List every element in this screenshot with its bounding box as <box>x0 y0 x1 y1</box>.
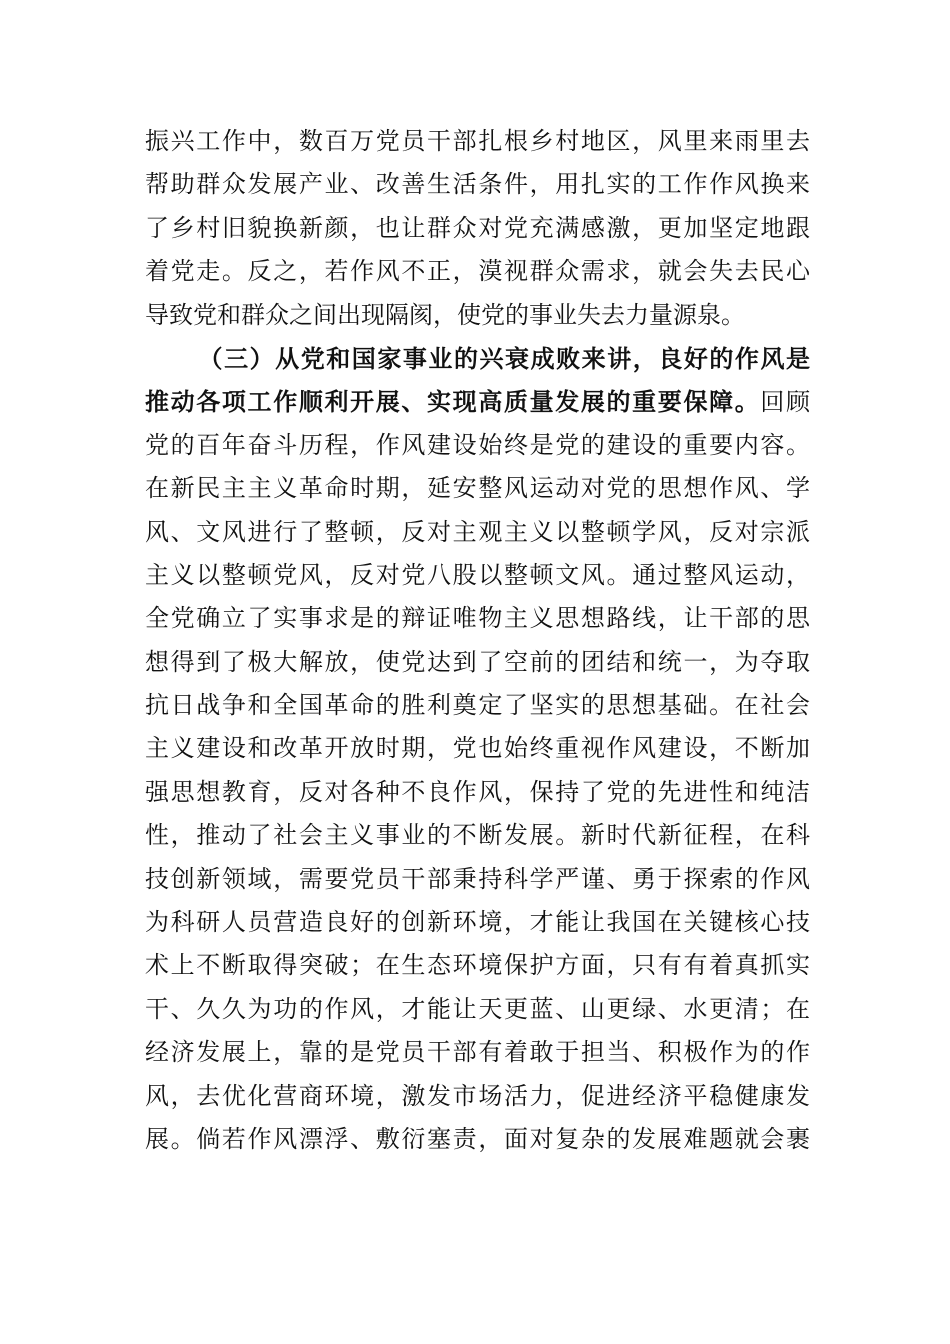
text-line: 主义以整顿党风，反对党八股以整顿文风。通过整风运动， <box>145 560 810 589</box>
text-line: 为科研人员营造良好的创新环境，才能让我国在关键核心技 <box>145 908 810 937</box>
text-line: 振兴工作中，数百万党员干部扎根乡村地区，风里来雨里去 <box>145 127 810 155</box>
body-text <box>145 120 810 1161</box>
text-line: 帮助群众发展产业、改善生活条件，用扎实的工作作风换来 <box>145 170 810 199</box>
text-line: 主义建设和改革开放时期，党也始终重视作风建设，不断加 <box>145 734 810 763</box>
text-line: 党的百年奋斗历程，作风建设始终是党的建设的重要内容。 <box>145 430 810 459</box>
section-heading-text: （三）从党和国家事业的兴衰成败来讲，良好的作风是 <box>197 343 810 373</box>
text-line: 经济发展上，靠的是党员干部有着敢于担当、积极作为的作 <box>145 1038 810 1067</box>
text-segment: 回顾 <box>760 388 810 417</box>
section-heading-line <box>145 337 810 380</box>
text-line: 展。倘若作风漂浮、敷衍塞责，面对复杂的发展难题就会裹 <box>145 1124 810 1153</box>
text-line <box>145 380 810 423</box>
text-line: 全党确立了实事求是的辩证唯物主义思想路线，让干部的思 <box>145 604 810 633</box>
text-line: 性，推动了社会主义事业的不断发展。新时代新征程，在科 <box>145 821 810 850</box>
text-line: 抗日战争和全国革命的胜利奠定了坚实的思想基础。在社会 <box>145 691 810 720</box>
text-line: 技创新领域，需要党员干部秉持科学严谨、勇于探索的作风 <box>145 864 810 893</box>
text-line: 干、久久为功的作风，才能让天更蓝、山更绿、水更清；在 <box>145 994 810 1023</box>
text-line: 导致党和群众之间出现隔阂，使党的事业失去力量源泉。 <box>145 300 745 329</box>
paragraph-2 <box>145 337 810 1161</box>
text-line: 在新民主主义革命时期，延安整风运动对党的思想作风、学 <box>145 474 810 503</box>
text-line: 风、文风进行了整顿，反对主观主义以整顿学风，反对宗派 <box>145 517 810 546</box>
text-line: 术上不断取得突破；在生态环境保护方面，只有有着真抓实 <box>145 951 810 980</box>
paragraph-1 <box>145 120 810 337</box>
text-line: 强思想教育，反对各种不良作风，保持了党的先进性和纯洁 <box>145 777 810 806</box>
text-line: 了乡村旧貌换新颜，也让群众对党充满感激，更加坚定地跟 <box>145 213 810 242</box>
section-heading-continuation: 推动各项工作顺利开展、实现高质量发展的重要保障。 <box>145 387 761 417</box>
text-line: 想得到了极大解放，使党达到了空前的团结和统一，为夺取 <box>145 647 810 676</box>
text-line: 着党走。反之，若作风不正，漠视群众需求，就会失去民心 <box>145 257 810 286</box>
text-line: 风，去优化营商环境，激发市场活力，促进经济平稳健康发 <box>145 1081 810 1110</box>
